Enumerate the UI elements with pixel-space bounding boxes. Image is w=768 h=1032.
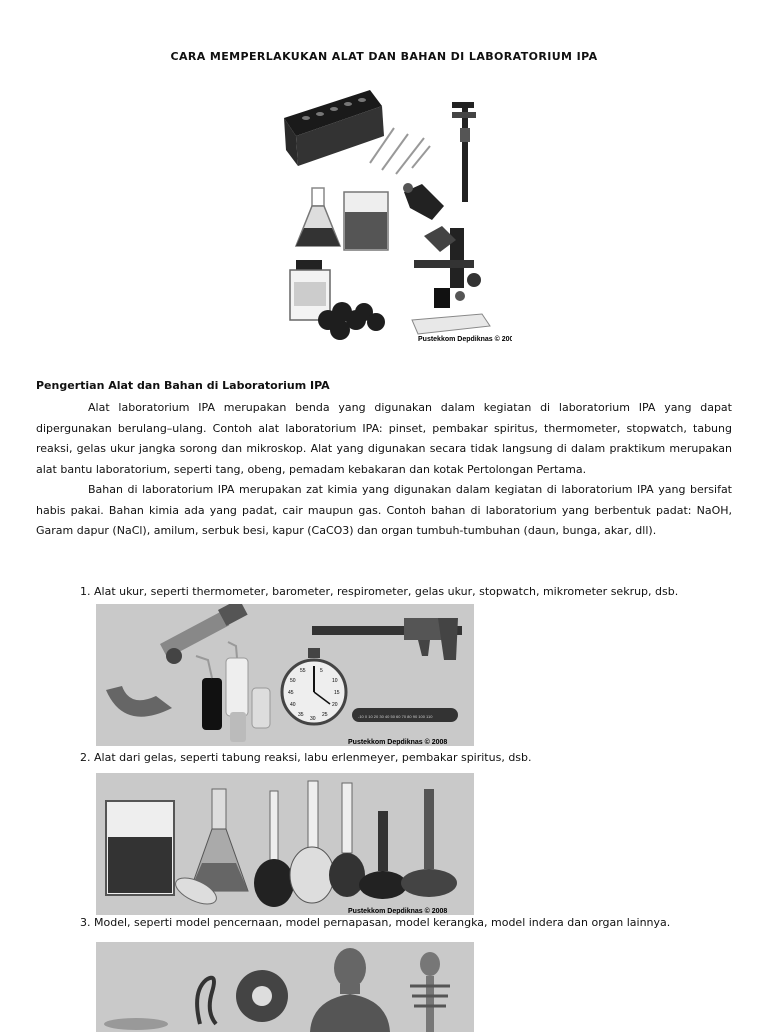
- test-tube-rack-icon: [284, 90, 384, 166]
- torso-model-icon: [310, 948, 390, 1032]
- panel1-image-credit: Pustekkom Depdiknas © 2008: [348, 739, 448, 746]
- stopwatch-label-35: 35: [298, 712, 304, 718]
- stopwatch-label-10: 10: [332, 678, 338, 684]
- lab-equipment-illustration: [282, 88, 512, 346]
- page-title: CARA MEMPERLAKUKAN ALAT DAN BAHAN DI LABORATORIUM IPA: [170, 50, 598, 63]
- stopwatch-label-25: 25: [322, 712, 328, 718]
- skeleton-model-icon: [410, 952, 450, 1032]
- beaker-icon: [344, 192, 388, 250]
- spirit-burner-icon: [359, 789, 457, 899]
- list-item-model: 3. Model, seperti model pencernaan, model pernapasan, model kerangka, model indera dan organ lainnya.: [80, 916, 671, 929]
- stopwatch-label-30: 30: [310, 716, 316, 722]
- stopwatch-label-40: 40: [290, 702, 296, 708]
- paragraph-bahan: Bahan di laboratorium IPA merupakan zat kimia yang digunakan dalam kegiatan di laboratorium IPA yang bersifat habis pakai. Bahan kimia ada yang padat, cair maupun gas. Contoh bahan di laboratorium yang berbentuk padat: NaOH, Garam dapur (NaCl), amilum, serbuk besi, kapur (CaCO3) dan organ tumbuh-tumbuhan (daun, bunga, akar, dll).: [36, 483, 732, 537]
- list-item-alat-gelas: 2. Alat dari gelas, seperti tabung reaksi, labu erlenmeyer, pembakar spiritus, dsb.: [80, 751, 532, 764]
- microscope-icon: [412, 226, 490, 334]
- paragraph-alat: Alat laboratorium IPA merupakan benda yang digunakan dalam kegiatan di laboratorium IPA yang dapat dipergunakan berulang–ulang. Contoh alat laboratorium IPA: pinset, pembakar spiritus, thermometer, stopwatch, tabung reaksi, gelas ukur jangka sorong dan mikroskop. Alat yang digunakan secara tidak langsung di dalam praktikum merupakan alat bantu laboratorium, seperti tang, obeng, pemadam kebakaran dan kotak Pertolongan Pertama.: [36, 401, 732, 476]
- erlenmeyer-flask-icon: [296, 188, 340, 246]
- section-heading: Pengertian Alat dan Bahan di Laboratorium IPA: [36, 379, 330, 392]
- beaker-icon: [106, 801, 174, 895]
- stopwatch-label-50: 50: [290, 678, 296, 684]
- panel2-image-credit: Pustekkom Depdiknas © 2008: [348, 908, 448, 915]
- measuring-tools-image: [96, 604, 474, 746]
- stopwatch-label-5: 5: [320, 668, 323, 674]
- erlenmeyer-flask-icon: [190, 789, 248, 891]
- stopwatch-label-15: 15: [334, 690, 340, 696]
- stopwatch-label-20: 20: [332, 702, 338, 708]
- glassware-image: [96, 773, 474, 915]
- thermometer-icon: [352, 708, 458, 722]
- vernier-caliper-icon: [312, 618, 462, 660]
- eye-model-icon: [236, 970, 288, 1022]
- anatomy-models-image: [96, 942, 474, 1032]
- wash-bottles-icon: [196, 642, 270, 742]
- thermometer-scale-label: -10 0 10 20 30 40 50 60 70 80 90 100 110: [358, 714, 433, 719]
- list-item-alat-ukur: 1. Alat ukur, seperti thermometer, barometer, respirometer, gelas ukur, stopwatch, mikrometer sekrup, dsb.: [80, 585, 679, 598]
- digestive-model-icon: [104, 978, 216, 1030]
- volumetric-flask-icon: [254, 781, 365, 907]
- stopwatch-label-45: 45: [288, 690, 294, 696]
- stopwatch-label-55: 55: [300, 668, 306, 674]
- stopwatch-icon: [282, 648, 346, 724]
- eyepiece-icon: [403, 183, 444, 220]
- caliper-icon: [452, 102, 476, 202]
- hero-image-credit: Pustekkom Depdiknas © 2008: [418, 336, 512, 343]
